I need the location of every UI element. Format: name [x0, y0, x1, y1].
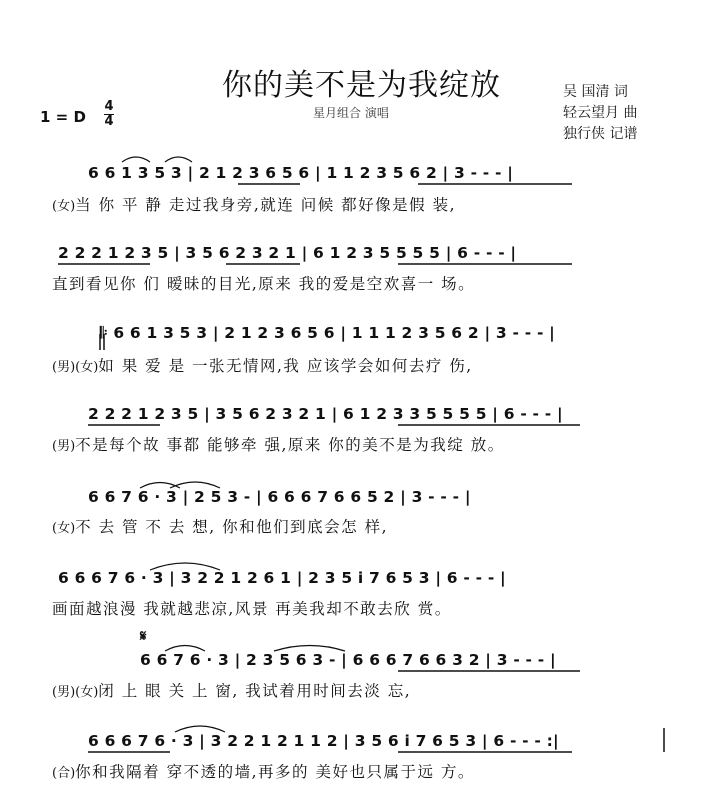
- song-title: 你的美不是为我绽放: [222, 68, 501, 103]
- notation-line-1: 6 6 1 3 5 3 | 2 1 2 3 6 5 6 | 1 1 2 3 5 6 2 | 3 - - - |: [88, 164, 514, 182]
- part-tag: (女): [52, 521, 76, 536]
- slur-mark: [165, 646, 205, 652]
- time-signature-top: 4: [104, 99, 114, 114]
- segno-sign: 𝄋: [140, 627, 147, 645]
- notation-line-3: 𝄆 6 6 1 3 5 3 | 2 1 2 3 6 5 6 | 1 1 1 2 3 5 6 2 | 3 - - - |: [100, 324, 556, 342]
- notation-line-4: 2 2 2 1 2 3 5 | 3 5 6 2 3 2 1 | 6 1 2 3 3 5 5 5 5 | 6 - - - |: [88, 405, 563, 423]
- slur-mark: [150, 563, 220, 570]
- lyric-text: 你和我隔着 穿不透的墙,再多的 美好也只属于远 方。: [75, 763, 475, 781]
- lyric-text: 闭 上 眼 关 上 窗, 我试着用时间去淡 忘,: [98, 682, 412, 700]
- slur-mark: [175, 726, 225, 732]
- notation-line-8: 6 6 6 7 6 · 3 | 3 2 2 1 2 1 1 2 | 3 5 6 i 7 6 5 3 | 6 - - - :|: [88, 732, 559, 750]
- performer-credit: 星月组合 演唱: [313, 106, 389, 120]
- composer-credit: 轻云望月 曲: [563, 105, 638, 121]
- key-signature: 1 = D: [40, 108, 86, 126]
- notation-line-7: 6 6 7 6 · 3 | 2 3 5 6 3 - | 6 6 6 7 6 6 3 2 | 3 - - - |: [140, 651, 556, 669]
- time-signature-bottom: 4: [104, 114, 114, 129]
- notation-line-6: 6 6 6 7 6 · 3 | 3 2 2 1 2 6 1 | 2 3 5 i 7 6 5 3 | 6 - - - |: [58, 569, 506, 587]
- slur-mark: [274, 646, 345, 652]
- lyric-text: 直到看见你 们 暧昧的目光,原来 我的爱是空欢喜一 场。: [52, 275, 476, 293]
- part-tag: (男)(女): [52, 360, 99, 375]
- part-tag: (男)(女): [52, 685, 99, 700]
- slur-mark: [165, 157, 192, 162]
- transcriber-credit: 独行侠 记谱: [563, 126, 638, 142]
- part-tag: (合): [52, 766, 76, 781]
- lyric-text: 不是每个故 事都 能够牵 强,原来 你的美不是为我绽 放。: [75, 436, 505, 454]
- notation-line-2: 2 2 2 1 2 3 5 | 3 5 6 2 3 2 1 | 6 1 2 3 5 5 5 5 | 6 - - - |: [58, 244, 517, 262]
- notation-line-5: 6 6 7 6 · 3 | 2 5 3 - | 6 6 6 7 6 6 5 2 | 3 - - - |: [88, 488, 471, 506]
- lyric-text: 画面越浪漫 我就越悲凉,风景 再美我却不敢去欣 赏。: [52, 600, 452, 618]
- part-tag: (男): [52, 439, 76, 454]
- lyricist-credit: 吴 国清 词: [563, 84, 628, 100]
- slur-mark: [140, 483, 180, 489]
- part-tag: (女): [52, 199, 76, 214]
- lyric-text: 当 你 平 静 走过我身旁,就连 问候 都好像是假 装,: [75, 196, 457, 214]
- lyric-text: 不 去 管 不 去 想, 你和他们到底会怎 样,: [75, 518, 389, 536]
- slur-mark: [122, 157, 150, 162]
- lyric-text: 如 果 爱 是 一张无情网,我 应该学会如何去疗 伤,: [98, 357, 473, 375]
